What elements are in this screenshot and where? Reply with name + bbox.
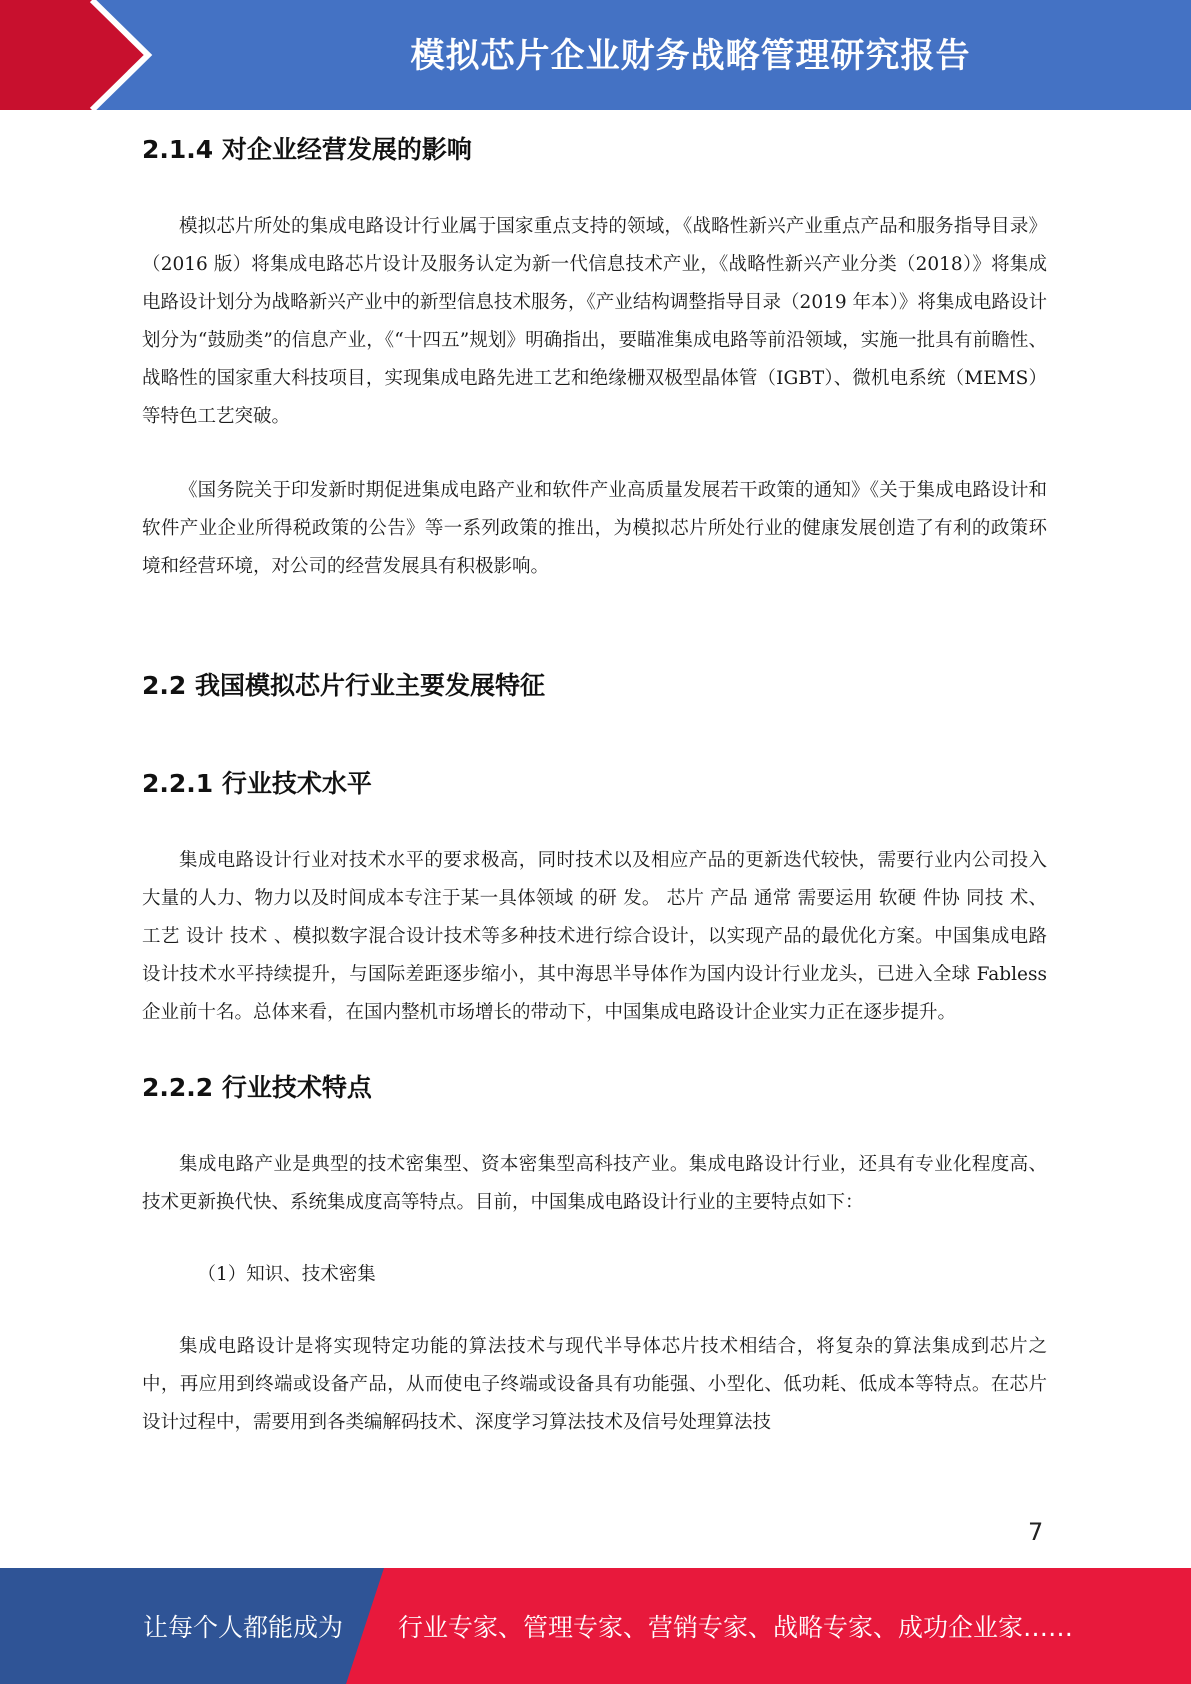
footer-slogan-right: 行业专家、管理专家、营销专家、战略专家、成功企业家…… [398,1613,1074,1642]
paragraph-tech-level: 集成电路设计行业对技术水平的要求极高，同时技术以及相应产品的更新迭代较快，需要行业内公司投入大量的人力、物力以及时间成本专注于某一具体领域 的研 发。 芯片 产品 通常 需要运用 软硬 件协 同技 术、 工艺 设计 技术 、模拟数字混合设计技术等多种技术进行综合设计，以实现产品的最优化方案。中国集成电路设计技术水平持续提升，与国际差距逐步缩小，其中海思半导体作为国内设计行业龙头，已进入全球 Fabless 企业前十名。总体来看，在国内整机市场增长的带动下，中国集成电路设计企业实力正在逐步提升。 [142,850,1047,1023]
document-body [142,130,1047,1442]
paragraph-policy-impact: 《国务院关于印发新时期促进集成电路产业和软件产业高质量发展若干政策的通知》《关于集成电路设计和软件产业企业所得税政策的公告》等一系列政策的推出，为模拟芯片所处行业的健康发展创造了有利的政策环境和经营环境，对公司的经营发展具有积极影响。 [142,480,1047,577]
heading-2-2: 2.2 我国模拟芯片行业主要发展特征 [142,671,545,700]
paragraph-policy-support: 模拟芯片所处的集成电路设计行业属于国家重点支持的领域，《战略性新兴产业重点产品和服务指导目录》（2016 版）将集成电路芯片设计及服务认定为新一代信息技术产业，《战略性新兴产业分类（2018）》将集成电路设计划分为战略新兴产业中的新型信息技术服务，《产业结构调整指导目录（2019 年本）》将集成电路设计划分为“鼓励类”的信息产业，《“十四五”规划》明确指出，要瞄准集成电路等前沿领域，实施一批具有前瞻性、战略性的国家重大科技项目，实现集成电路先进工艺和绝缘栅双极型晶体管（IGBT）、微机电系统（MEMS）等特色工艺突破。 [142,216,1047,427]
heading-2-2-2: 2.2.2 行业技术特点 [142,1073,372,1102]
heading-2-2-1: 2.2.1 行业技术水平 [142,769,372,798]
paragraph-ic-design: 集成电路设计是将实现特定功能的算法技术与现代半导体芯片技术相结合，将复杂的算法集成到芯片之中，再应用到终端或设备产品，从而使电子终端或设备具有功能强、小型化、低功耗、低成本等特点。在芯片设计过程中，需要用到各类编解码技术、深度学习算法技术及信号处理算法技 [142,1336,1047,1433]
report-title: 模拟芯片企业财务战略管理研究报告 [410,36,971,76]
page-footer [0,1568,1191,1684]
list-item-knowledge-intensive: （1）知识、技术密集 [197,1264,376,1285]
footer-slogan-left: 让每个人都能成为 [143,1613,344,1642]
paragraph-tech-features: 集成电路产业是典型的技术密集型、资本密集型高科技产业。集成电路设计行业，还具有专业化程度高、技术更新换代快、系统集成度高等特点。目前，中国集成电路设计行业的主要特点如下： [142,1154,1047,1213]
heading-2-1-4: 2.1.4 对企业经营发展的影响 [142,135,472,164]
page-header [0,0,1191,110]
page-number: 7 [1028,1518,1044,1546]
